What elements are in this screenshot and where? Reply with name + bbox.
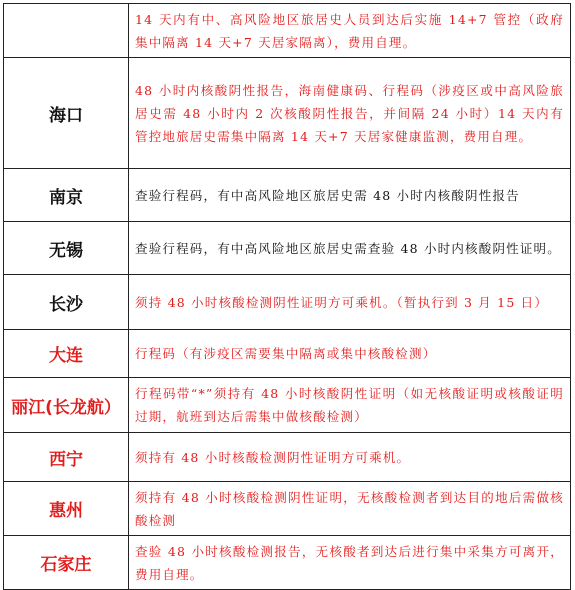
city-cell: 海口 (4, 58, 129, 169)
rule-cell: 须持有 48 小时核酸检测阴性证明方可乘机。 (129, 433, 571, 482)
rule-cell: 48 小时内核酸阴性报告，海南健康码、行程码（涉疫区或中高风险旅居史需 48 小时内 2 次核酸阴性报告，并间隔 24 小时）14 天内有管控地旅居史需集中隔离 14 天+7 天居家健康监测，费用自理。 (129, 58, 571, 169)
table-row (4, 275, 571, 330)
travel-policy-table (3, 3, 571, 590)
city-cell: 长沙 (4, 275, 129, 330)
city-cell: 大连 (4, 330, 129, 378)
table-row (4, 58, 571, 169)
table-row (4, 4, 571, 58)
city-cell: 惠州 (4, 482, 129, 536)
rule-cell: 行程码（有涉疫区需要集中隔离或集中核酸检测） (129, 330, 571, 378)
city-cell: 丽江(长龙航） (4, 378, 129, 433)
rule-cell: 查验行程码，有中高风险地区旅居史需查验 48 小时内核酸阴性证明。 (129, 222, 571, 275)
rule-cell: 须持 48 小时核酸检测阴性证明方可乘机。（暂执行到 3 月 15 日） (129, 275, 571, 330)
table-row (4, 433, 571, 482)
city-cell: 石家庄 (4, 536, 129, 590)
rule-cell: 查验行程码，有中高风险地区旅居史需 48 小时内核酸阴性报告 (129, 169, 571, 222)
rule-cell: 查验 48 小时核酸检测报告，无核酸者到达后进行集中采集方可离开，费用自理。 (129, 536, 571, 590)
city-cell: 南京 (4, 169, 129, 222)
rule-cell: 14 天内有中、高风险地区旅居史人员到达后实施 14+7 管控（政府集中隔离 14 天+7 天居家隔离），费用自理。 (129, 4, 571, 58)
table-row (4, 536, 571, 590)
city-cell (4, 4, 129, 58)
city-cell: 无锡 (4, 222, 129, 275)
table-row (4, 482, 571, 536)
table-row (4, 169, 571, 222)
rule-cell: 行程码带“*”须持有 48 小时核酸阴性证明（如无核酸证明或核酸证明过期，航班到达后需集中做核酸检测） (129, 378, 571, 433)
table-row (4, 222, 571, 275)
city-cell: 西宁 (4, 433, 129, 482)
table-row (4, 330, 571, 378)
rule-cell: 须持有 48 小时核酸检测阴性证明，无核酸检测者到达目的地后需做核酸检测 (129, 482, 571, 536)
table-row (4, 378, 571, 433)
